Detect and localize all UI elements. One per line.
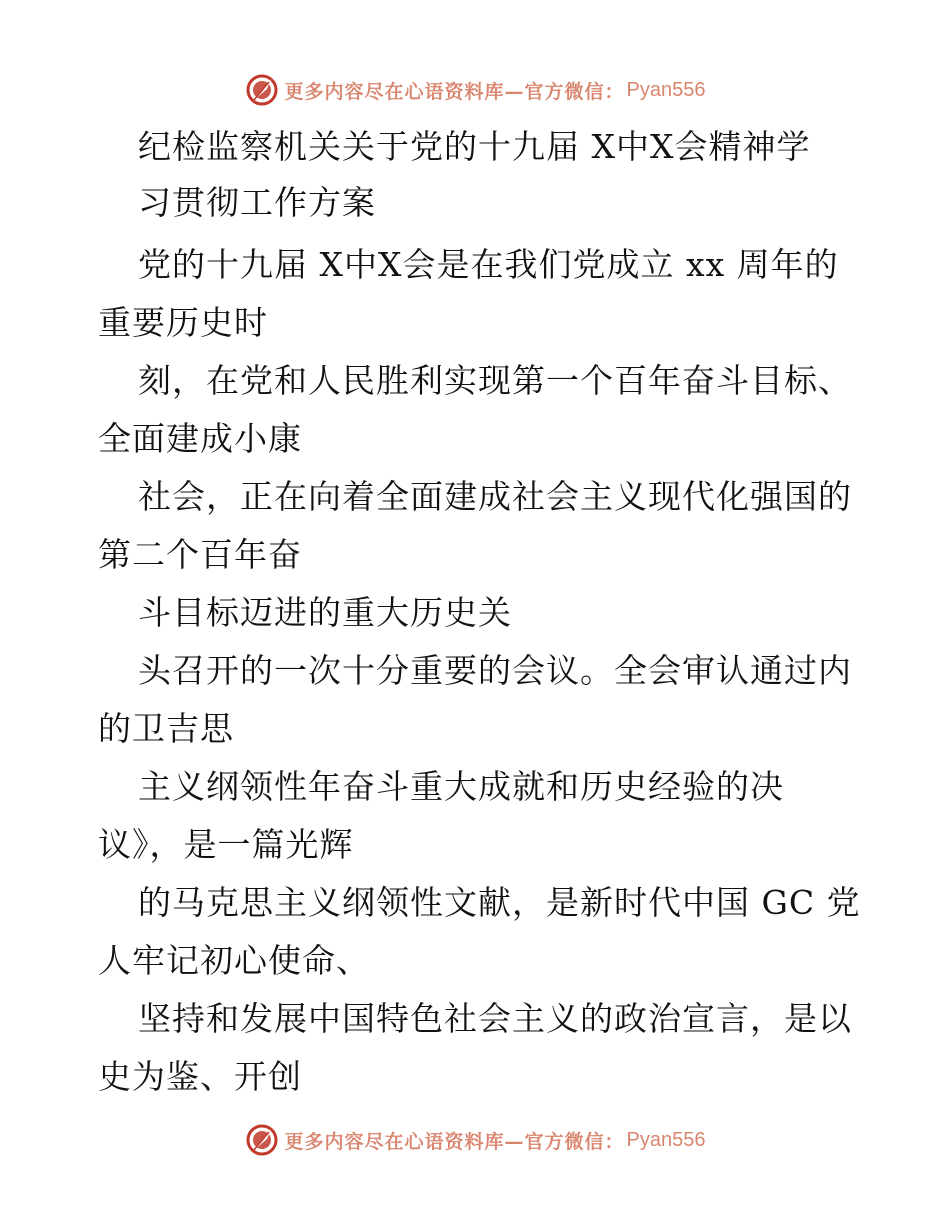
- watermark-account: Pyan556: [626, 1128, 706, 1151]
- title-line-2: 习贯彻工作方案: [138, 183, 376, 222]
- paragraph-line: 第二个百年奋: [98, 535, 302, 574]
- paragraph-line: 议》，是一篇光辉: [98, 825, 354, 864]
- paragraph-line: 党的十九届 X中X会是在我们党成立 xx 周年的: [138, 245, 839, 284]
- footer-watermark: [0, 1120, 950, 1160]
- paragraph-line: 坚持和发展中国特色社会主义的政治宣言，是以: [138, 999, 852, 1038]
- paragraph-line: 斗目标迈进的重大历史关: [138, 593, 512, 632]
- paragraph-line: 全面建成小康: [98, 419, 302, 458]
- watermark-account: Pyan556: [626, 78, 706, 101]
- paragraph-line: 主义纲领性年奋斗重大成就和历史经验的决: [138, 767, 784, 806]
- paragraph-line: 社会，正在向着全面建成社会主义现代化强国的: [138, 477, 852, 516]
- paragraph-line: 人牢记初心使命、: [98, 941, 370, 980]
- title-line-1: 纪检监察机关关于党的十九届 X中X会精神学: [138, 127, 811, 166]
- paragraph-line: 的马克思主义纲领性文献，是新时代中国 GC 党: [138, 883, 861, 922]
- paragraph-line: 的卫吉思: [98, 709, 234, 748]
- watermark-text: 更多内容尽在心语资料库—官方微信：: [284, 1130, 625, 1153]
- paragraph-line: 重要历史时: [98, 303, 268, 342]
- paragraph-line: 头召开的一次十分重要的会议。全会审认通过内: [138, 651, 852, 690]
- quill-logo-icon: [245, 1123, 279, 1157]
- paragraph-line: 刻，在党和人民胜利实现第一个百年奋斗目标、: [138, 361, 852, 400]
- paragraph-line: 史为鉴、开创: [98, 1057, 302, 1096]
- watermark-text: 更多内容尽在心语资料库—官方微信：: [284, 80, 625, 103]
